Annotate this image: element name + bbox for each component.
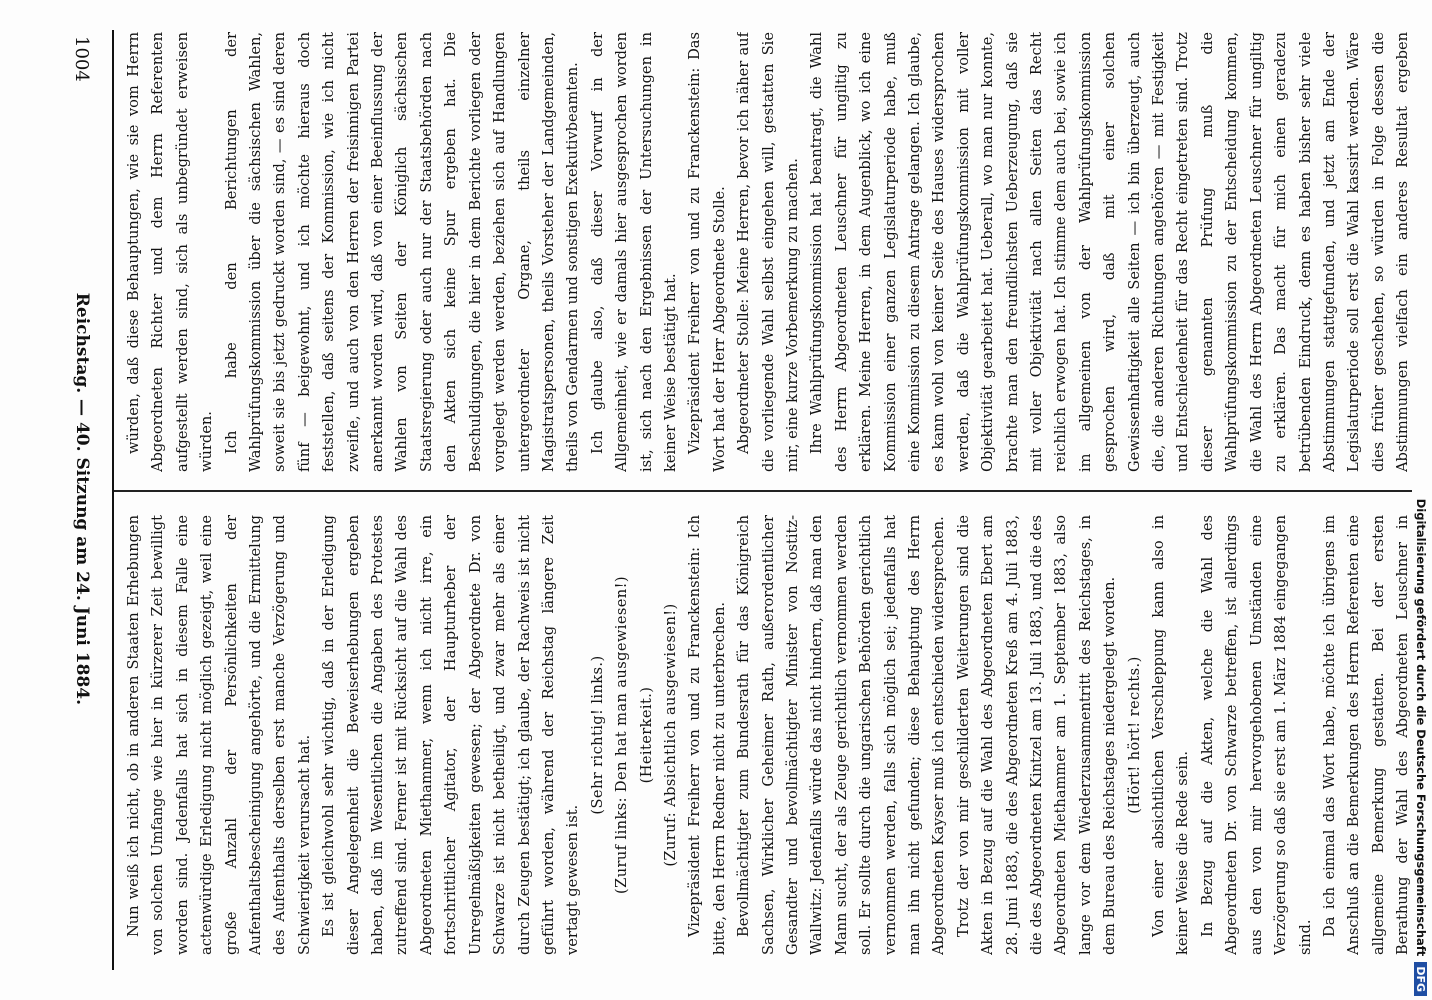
paragraph: Ihre Wahlprüfungskommission hat beantragt, die Wahl des Herrn Abgeordneten Leuschner für ungiltig zu erklären. Meine Herren, in dem Augenblick, wo ich eine Kommission einer ganzen Legislaturperiode habe, muß eine Kommission zu diesem Antrage gelangen. Ich glaube, es kann wohl von keiner Seite des Hauses widersprochen werden, daß die Wahlprüfungskommission mit voller Objektivität gearbeitet hat. Ueberall, wo man nur konnte, brachte man den freundlichsten Ueberzeugung, daß sie mit voller Objektivität nach allen Seiten das Recht reichlich erwogen hat. Ich stimme dem auch bei, sowie ich im allgemeinen von der Wahlprüfungskommission gesprochen wird, daß mit einer solchen Gewissenhaftigkeit alle Seiten — ich bin überzeugt, auch die, die anderen Richtungen angehören — mit Festigkeit und Entschiedenheit für das Recht eingetreten sind. Trotz dieser genannten Prüfung muß die Wahlprüfungskommission zu der Entscheidung kommen, die Wahl des Herrn Abgeordneten Leuschner für ungiltig zu erklären. Das macht für mich einen geradezu betrübenden Eindruck, denn es haben bisher sehr viele Abstimmungen stattgefunden, und jetzt am Ende der Legislaturperiode soll erst die Wahl kassirt werden. Wäre dies früher geschehen, so würden in Folge dessen die Abstimmungen vielfach ein anderes Resultat ergeben [808, 32, 1412, 472]
text-column-left [122, 515, 1412, 955]
page-title: Reichstag. — 40. Sitzung am 24. Juni 1884. [72, 292, 92, 706]
speaker-paragraph: Vizepräsident Freiherr von und zu Franckenstein: Ich bitte, den Herrn Redner nicht zu unterbrechen. [686, 515, 728, 955]
paragraph: Von einer absichtlichen Verschleppung kann also in keiner Weise die Rede sein. [1150, 515, 1192, 955]
paragraph: Trotz der von mir geschilderten Weiterungen sind die Akten in Bezug auf die Wahl des Abgeordneten Ebert am 28. Juni 1883, die des Abgeordneten Kreß am 4. Juli 1883, die des Abgeordneten Kintzel am 13. Juli 1883, und die des Abgeordneten Miethammer am 1. September 1883, also lange vor dem Wiederzusammentritt des Reichstages, in dem Bureau des Reichstages niedergelegt worden. [954, 515, 1119, 955]
interjection: (Heiterkeit.) [637, 686, 655, 784]
paragraph: Es ist gleichwohl sehr wichtig, daß in der Erledigung dieser Angelegenheit die Beweiserhebungen ergeben haben, daß im Wesentlichen die Angaben des Protestes zutreffend sind. Ferner ist mit Rücksicht auf die Wahl des Abgeordneten Miethammer, wenn ich nicht irre, ein fortschrittlicher Agitator, der Haupturheber der Unregelmäßigkeiten gewesen; der Abgeordnete Dr. von Schwarze ist nicht betheiligt, und zwar mehr als einer durch Zeugen bestätigt; ich glaube, der Rachweis ist nicht geführt worden, während der Reichstag längere Zeit vertagt gewesen ist. [320, 515, 582, 955]
paragraph: Ich habe den Berichtungen der Wahlprüfungskommission über die sächsischen Wahlen, soweit sie bis jetzt gedruckt worden sind, — es sind deren fünf — beigewohnt, und ich möchte hieraus doch feststellen, daß seitens der Kommission, wie ich nicht zweifle, und auch von den Herren der freisinnigen Partei anerkannt worden wird, daß von einer Beeinflussung der Wahlen von Seiten der Königlich sächsischen Staatsregierung oder auch nur der Staatsbehörden nach den Akten sich keine Spur ergeben hat. Die Beschuldigungen, die hier in dem Berichte vorliegen oder vorgelegt werden werden, beziehen sich auf Handlungen untergeordneter Organe, theils einzelner Magistratspersonen, theils Vorsteher der Landgemeinden, theils von Gendarmen und sonstigen Exekutivbeamten. [222, 32, 582, 472]
speaker-paragraph: Bevollmächtigter zum Bundesrath für das Königreich Sachsen, Wirklicher Geheimer Rath, außerordentlicher Gesandter und bevollmächtigter Minister von Nostitz-Wallwitz: Jedenfalls würde das nicht hindern, daß man den Mann sucht, der als Zeuge gerichtlich vernommen werden soll. Er sollte durch die ungarischen Behörden gerichtlich vernommen werden, falls sich möglich sei; jedenfalls hat man ihn nicht gefunden; diese Behauptung des Herrn Abgeordneten Kayser muß ich entschieden widersprechen. [735, 515, 948, 955]
column-divider [112, 490, 1412, 492]
paragraph: In Bezug auf die Akten, welche die Wahl des Abgeordneten Dr. von Schwarze betreffen, ist allerdings aus den von mir hervorgehobenen Umständen eine Verzögerung so daß sie erst am 1. März 1884 eingegangen sind. [1198, 515, 1314, 955]
interjection: (Zuruf: Absichtlich ausgewiesen!) [661, 603, 679, 867]
paragraph: Ich glaube also, daß dieser Vorwurf in der Allgemeinheit, wie er damals hier ausgesprochen worden ist, sich nach den Ergebnissen der Untersuchungen in keiner Weise bestätigt hat. [588, 32, 679, 472]
page-header [62, 36, 102, 976]
page-number: 1004 [71, 36, 93, 82]
dfg-logo: DFG [1415, 962, 1428, 996]
credit-text: Digitalisierung gefördert durch die Deutsche Forschungsgemeinschaft [1414, 498, 1428, 957]
interjection: (Sehr richtig! links.) [588, 655, 606, 815]
interjection: (Zuruf links: Den hat man ausgewiesen!) [613, 576, 631, 894]
paragraph: würden, daß diese Behauptungen, wie sie vom Herrn Abgeordneten Richter und dem Herrn Referenten aufgestellt werden sind, sich als unbegründet erweisen würden. [125, 32, 216, 472]
digitization-sidebar [1410, 6, 1432, 996]
speaker-paragraph: Vizepräsident Freiherr von und zu Franckenstein: Das Wort hat der Herr Abgeordnete Stolle. [686, 32, 728, 472]
digitization-credit [1410, 6, 1432, 996]
paragraph: Nun weiß ich nicht, ob in anderen Staaten Erhebungen von solchen Umfange wie hier in kürzerer Zeit bewilligt worden sind. Jedenfalls hat sich in diesem Falle eine actenwürdige Erledigung nicht möglich gezeigt, weil eine große Anzahl der Persönlichkeiten der Aufenthaltsbescheinigung angehörte, und die Ermittelung des Aufenthalts derselben erst manche Verzögerung und Schwierigkeit verursacht hat. [125, 515, 313, 955]
paragraph: Da ich einmal das Wort habe, möchte ich übrigens im Anschluß an die Bemerkungen des Herrn Referenten eine allgemeine Bemerkung gestatten. Bei der ersten Berathung der Wahl des Abgeordneten Leuschner in [1320, 515, 1412, 955]
interjection: (Hört! hört! rechts.) [1125, 656, 1143, 814]
header-rule [112, 30, 114, 970]
text-column-right [122, 32, 1412, 472]
speaker-paragraph: Abgeordneter Stolle: Meine Herren, bevor ich näher auf die vorliegende Wahl selbst eingehen will, gestatten Sie mir, eine kurze Vorbemerkung zu machen. [735, 32, 801, 472]
